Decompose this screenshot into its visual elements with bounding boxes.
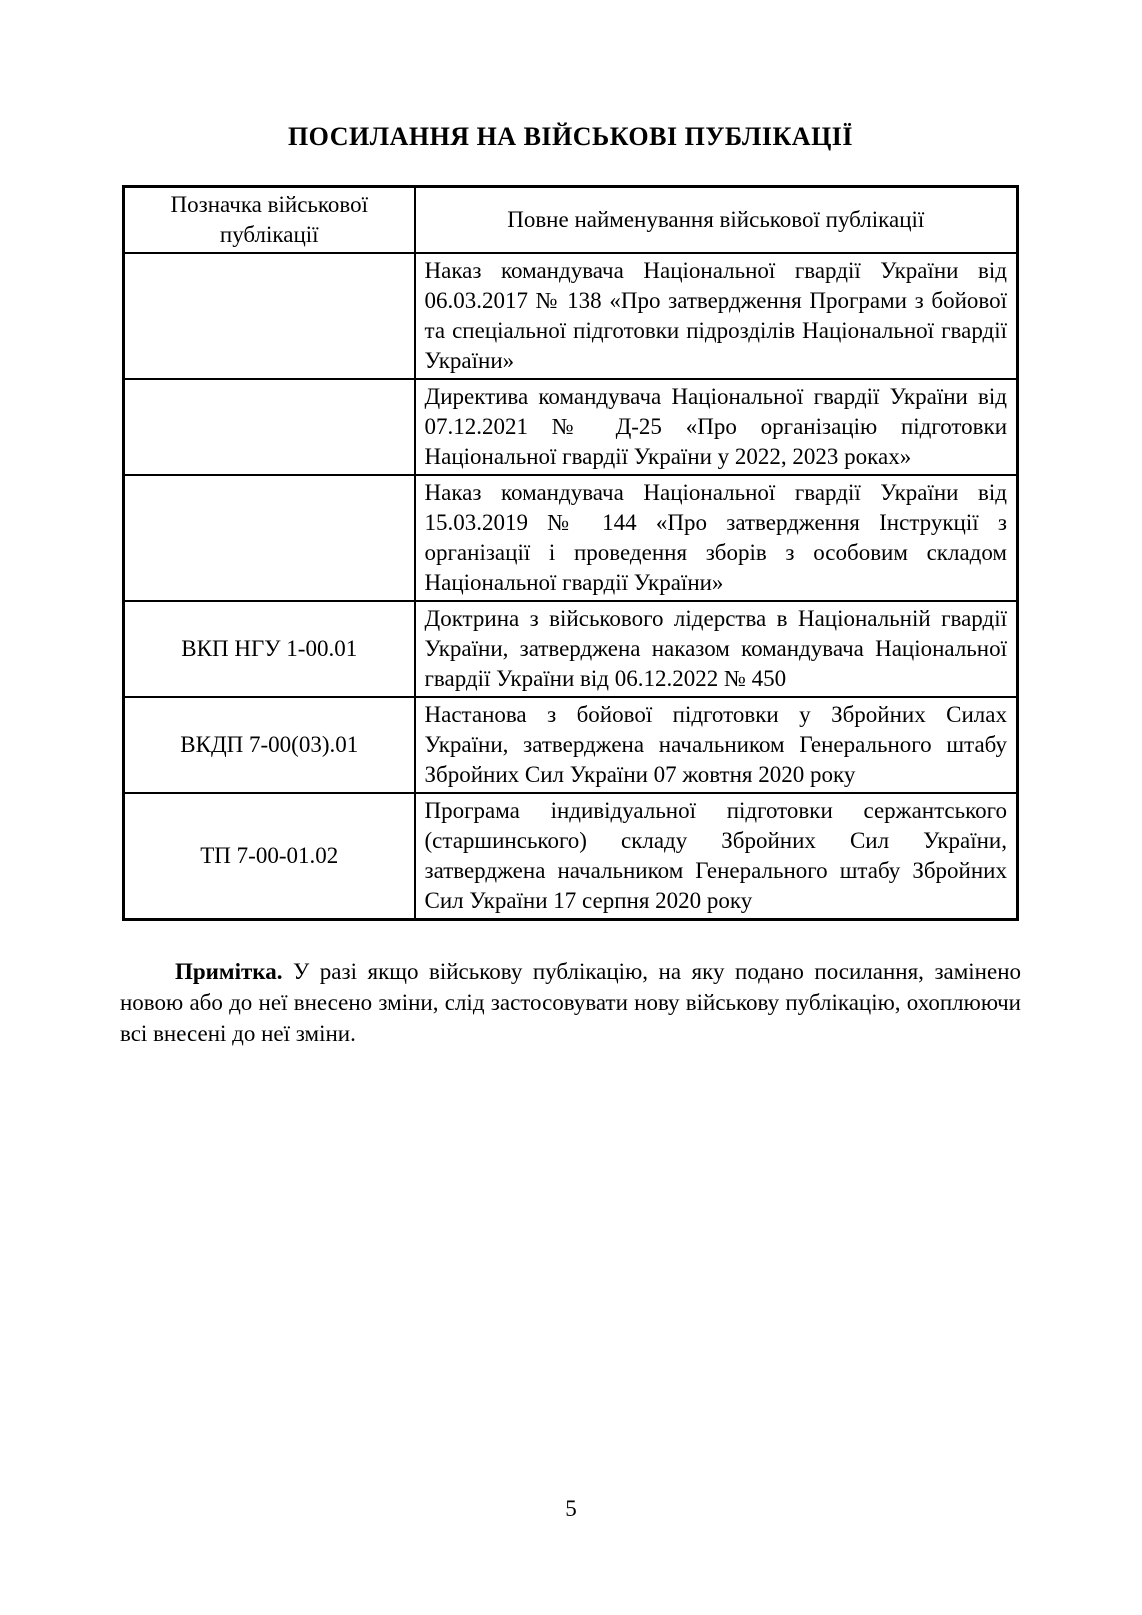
header-cell-full-name: Повне найменування військової публікації	[415, 187, 1018, 254]
cell-designation: ВКДП 7-00(03).01	[124, 697, 415, 793]
cell-full-name: Директива командувача Національної гвардії України від 07.12.2021 № Д-25 «Про організацію підготовки Національної гвардії України у 2022, 2023 роках»	[415, 379, 1018, 475]
cell-full-name: Наказ командувача Національної гвардії України від 06.03.2017 № 138 «Про затвердження Програми з бойової та спеціальної підготовки підрозділів Національної гвардії України»	[415, 253, 1018, 379]
page-title: ПОСИЛАННЯ НА ВІЙСЬКОВІ ПУБЛІКАЦІЇ	[287, 122, 854, 151]
military-publications-table	[122, 185, 1019, 921]
table-row	[124, 697, 1018, 793]
cell-designation	[124, 379, 415, 475]
note-paragraph	[120, 956, 1021, 1049]
cell-full-name: Програма індивідуальної підготовки сержантського (старшинського) складу Збройних Сил України, затверджена начальником Генерального штабу Збройних Сил України 17 серпня 2020 року	[415, 793, 1018, 920]
table-header-row	[124, 187, 1018, 254]
header-cell-designation: Позначка військової публікації	[124, 187, 415, 254]
table-row	[124, 601, 1018, 697]
cell-designation	[124, 253, 415, 379]
note-label: Примітка.	[175, 959, 283, 984]
cell-full-name: Доктрина з військового лідерства в Національній гвардії України, затверджена наказом командувача Національної гвардії України від 06.12.2022 № 450	[415, 601, 1018, 697]
note-text: У разі якщо військову публікацію, на яку подано посилання, замінено новою або до неї внесено зміни, слід застосовувати нову військову публікацію, охоплюючи всі внесені до неї зміни.	[120, 959, 1022, 1046]
table-row	[124, 253, 1018, 379]
page-number: 5	[565, 1496, 577, 1521]
cell-full-name: Настанова з бойової підготовки у Збройних Силах України, затверджена начальником Генерального штабу Збройних Сил України 07 жовтня 2020 року	[415, 697, 1018, 793]
cell-full-name: Наказ командувача Національної гвардії України від 15.03.2019 № 144 «Про затвердження Інструкції з організації і проведення зборів з особовим складом Національної гвардії України»	[415, 475, 1018, 601]
table-row	[124, 379, 1018, 475]
table-row	[124, 475, 1018, 601]
cell-designation: ВКП НГУ 1-00.01	[124, 601, 415, 697]
cell-designation: ТП 7-00-01.02	[124, 793, 415, 920]
table-row	[124, 793, 1018, 920]
cell-designation	[124, 475, 415, 601]
